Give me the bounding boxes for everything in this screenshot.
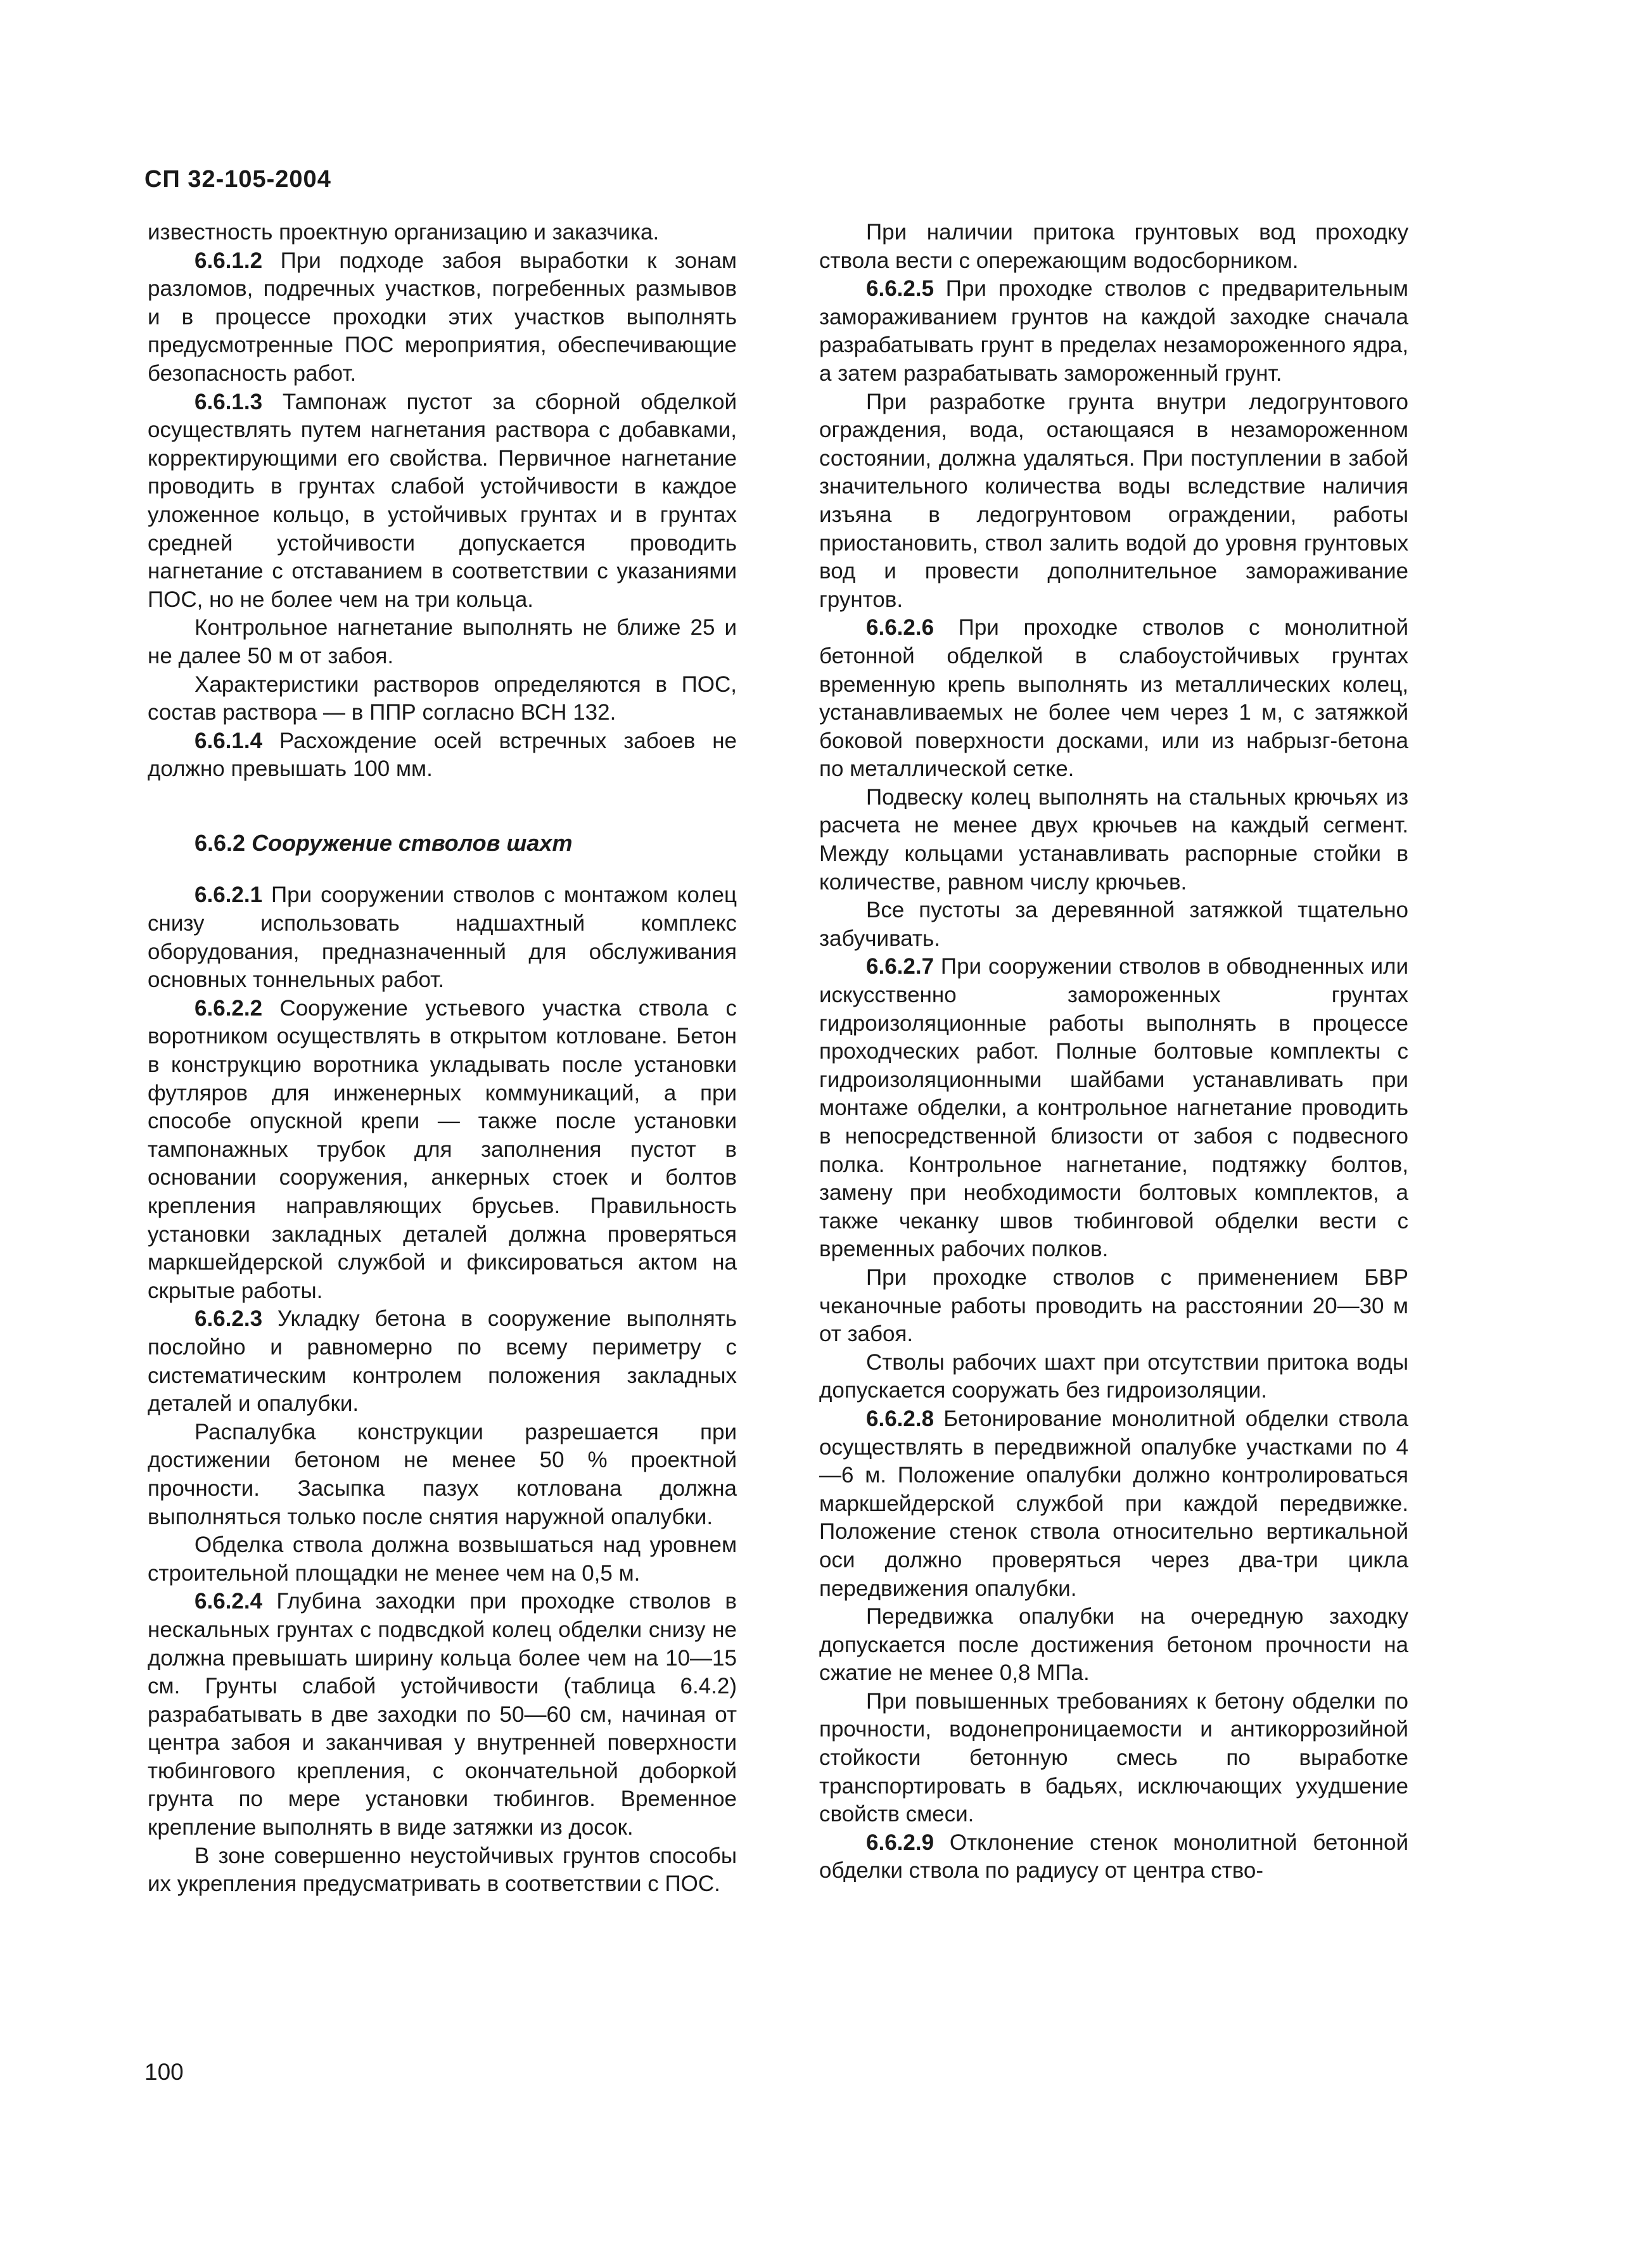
paragraph: известность проектную организацию и заказчика.: [148, 220, 660, 245]
page-number: 100: [144, 2059, 184, 2085]
section-heading: [148, 829, 737, 858]
section-title: Сооружение стволов шахт: [252, 829, 573, 856]
clause-number: 6.6.2.7: [866, 954, 934, 979]
paragraph: Распалубка конструкции разрешается при достижении бетоном не менее 50 % проектной прочности. Засыпка пазух котлована должна выполняться только после снятия наружной опалубки.: [148, 1419, 737, 1529]
clause-number: 6.6.2.8: [866, 1406, 934, 1431]
paragraph: Стволы рабочих шахт при отсутствии притока воды допускается сооружать без гидроизоляции.: [819, 1349, 1408, 1403]
paragraph: Характеристики растворов определяются в ПОС, состав раствора — в ППР согласно ВСН 132.: [148, 672, 737, 725]
paragraph: Контрольное нагнетание выполнять не ближе 25 и не далее 50 м от забоя.: [148, 615, 737, 668]
paragraph: При разработке грунта внутри ледогрунтового ограждения, вода, остающаяся в незамороженном состоянии, должна удаляться. При поступлении в забой значительного количества воды вследствие наличия изъяна в ледогрунтовом ограждении, работы приостановить, ствол залить водой до уровня грунтовых вод и провести дополнительное замораживание грунтов.: [819, 389, 1408, 612]
paragraph: При проходке стволов с применением БВР чеканочные работы проводить на расстоянии 20—30 м от забоя.: [819, 1265, 1408, 1347]
right-column: [819, 219, 1408, 1885]
left-column: [148, 219, 737, 1899]
paragraph: При повышенных требованиях к бетону обделки по прочности, водонепроницаемости и антикоррозийной стойкости бетонную смесь по выработке транспортировать в бадьях, исключающих ухудшение свойств смеси.: [819, 1688, 1408, 1827]
clause: 6.6.2.1 При сооружении стволов с монтажом колец снизу использовать надшахтный комплекс оборудования, предназначенный для обслуживания основных тоннельных работ.: [148, 882, 737, 993]
paragraph: При наличии притока грунтовых вод проходку ствола вести с опережающим водосборником.: [819, 220, 1408, 273]
clause: 6.6.2.6 При проходке стволов с монолитной бетонной обделкой в слабоустойчивых грунтах временную крепь выполнять из металлических колец, устанавливаемых не более чем через 1 м, с затяжкой боковой поверхности досками, или из набрызг-бетона по металлической сетке.: [819, 615, 1408, 782]
clause: 6.6.2.4 Глубина заходки при проходке стволов в нескальных грунтах с подвсдкой колец обделки снизу не должна превышать ширину кольца более чем на 10—15 см. Грунты слабой устойчивости (таблица 6.4.2) разрабатывать в две заходки по 50—60 см, начиная от центра забоя и заканчивая у внутренней поверхности тюбингового крепления, с окончательной доборкой грунта по мере установки тюбингов. Временное крепление выполнять в виде затяжки из досок.: [148, 1589, 737, 1840]
paragraph: Подвеску колец выполнять на стальных крючьях из расчета не менее двух крючьев на каждый сегмент. Между кольцами устанавливать распорные стойки в количестве, равном числу крючьев.: [819, 784, 1408, 895]
clause-number: 6.6.2.4: [195, 1589, 263, 1614]
clause: 6.6.2.8 Бетонирование монолитной обделки ствола осуществлять в передвижной опалубке участками по 4—6 м. Положение опалубки должно контролироваться маркшейдерской службой при каждой передвижке. Положение стенок ствола относительно вертикальной оси должно проверяться через два-три цикла передвижения опалубки.: [819, 1406, 1408, 1601]
clause-number: 6.6.1.4: [195, 728, 263, 753]
clause: 6.6.2.3 Укладку бетона в сооружение выполнять послойно и равномерно по всему периметру с систематическим контролем положения закладных деталей и опалубки.: [148, 1306, 737, 1417]
clause-number: 6.6.2.9: [866, 1830, 934, 1855]
paragraph: Обделка ствола должна возвышаться над уровнем строительной площадки не менее чем на 0,5 м.: [148, 1532, 737, 1586]
clause-number: 6.6.2.1: [195, 882, 263, 908]
clause-number: 6.6.2.3: [195, 1306, 263, 1332]
clause-number: 6.6.1.2: [195, 248, 263, 273]
document-code: СП 32-105-2004: [144, 166, 331, 193]
paragraph: Передвижка опалубки на очередную заходку допускается после достижения бетоном прочности на сжатие не менее 0,8 МПа.: [819, 1604, 1408, 1686]
clause-number: 6.6.2.6: [866, 615, 934, 640]
clause-number: 6.6.2.5: [866, 276, 934, 302]
clause-number: 6.6.2.2: [195, 995, 263, 1021]
section-number: 6.6.2: [195, 829, 246, 856]
clause: 6.6.1.2 При подходе забоя выработки к зонам разломов, подречных участков, погребенных размывов и в процессе проходки этих участков выполнять предусмотренные ПОС мероприятия, обеспечивающие безопасность работ.: [148, 248, 737, 386]
clause: 6.6.2.7 При сооружении стволов в обводненных или искусственно замороженных грунтах гидроизоляционные работы выполнять в процессе проходческих работ. Полные болтовые комплекты с гидроизоляционными шайбами устанавливать при монтаже обделки, а контрольное нагнетание проводить в непосредственной близости от забоя с подвесного полка. Контрольное нагнетание, подтяжку болтов, замену при необходимости болтовых комплектов, а также чеканку швов тюбинговой обделки вести с временных рабочих полков.: [819, 954, 1408, 1262]
paragraph: Все пустоты за деревянной затяжкой тщательно забучивать.: [819, 898, 1408, 951]
clause: 6.6.2.2 Сооружение устьевого участка ствола с воротником осуществлять в открытом котловане. Бетон в конструкцию воротника укладывать после установки футляров для инженерных коммуникаций, а при способе опускной крепи — также после установки тампонажных трубок для заполнения пустот в основании сооружения, анкерных стоек и болтов крепления направляющих брусьев. Правильность установки закладных деталей должна проверяться маркшейдерской службой и фиксироваться актом на скрытые работы.: [148, 995, 737, 1303]
clause-number: 6.6.1.3: [195, 389, 263, 414]
clause: 6.6.2.9 Отклонение стенок монолитной бетонной обделки ствола по радиусу от центра ство-: [819, 1830, 1408, 1883]
clause: 6.6.1.3 Тампонаж пустот за сборной обделкой осуществлять путем нагнетания раствора с добавками, корректирующими его свойства. Первичное нагнетание проводить в грунтах слабой устойчивости в каждое уложенное кольцо, в устойчивых грунтах и в грунтах средней устойчивости допускается проводить нагнетание с отставанием в соответствии с указаниями ПОС, но не более чем на три кольца.: [148, 389, 737, 612]
paragraph: В зоне совершенно неустойчивых грунтов способы их укрепления предусматривать в соответствии с ПОС.: [148, 1843, 737, 1897]
clause: 6.6.2.5 При проходке стволов с предварительным замораживанием грунтов на каждой заходке сначала разрабатывать грунт в пределах незамороженного ядра, а затем разрабатывать замороженный грунт.: [819, 276, 1408, 386]
clause: 6.6.1.4 Расхождение осей встречных забоев не должно превышать 100 мм.: [148, 728, 737, 782]
